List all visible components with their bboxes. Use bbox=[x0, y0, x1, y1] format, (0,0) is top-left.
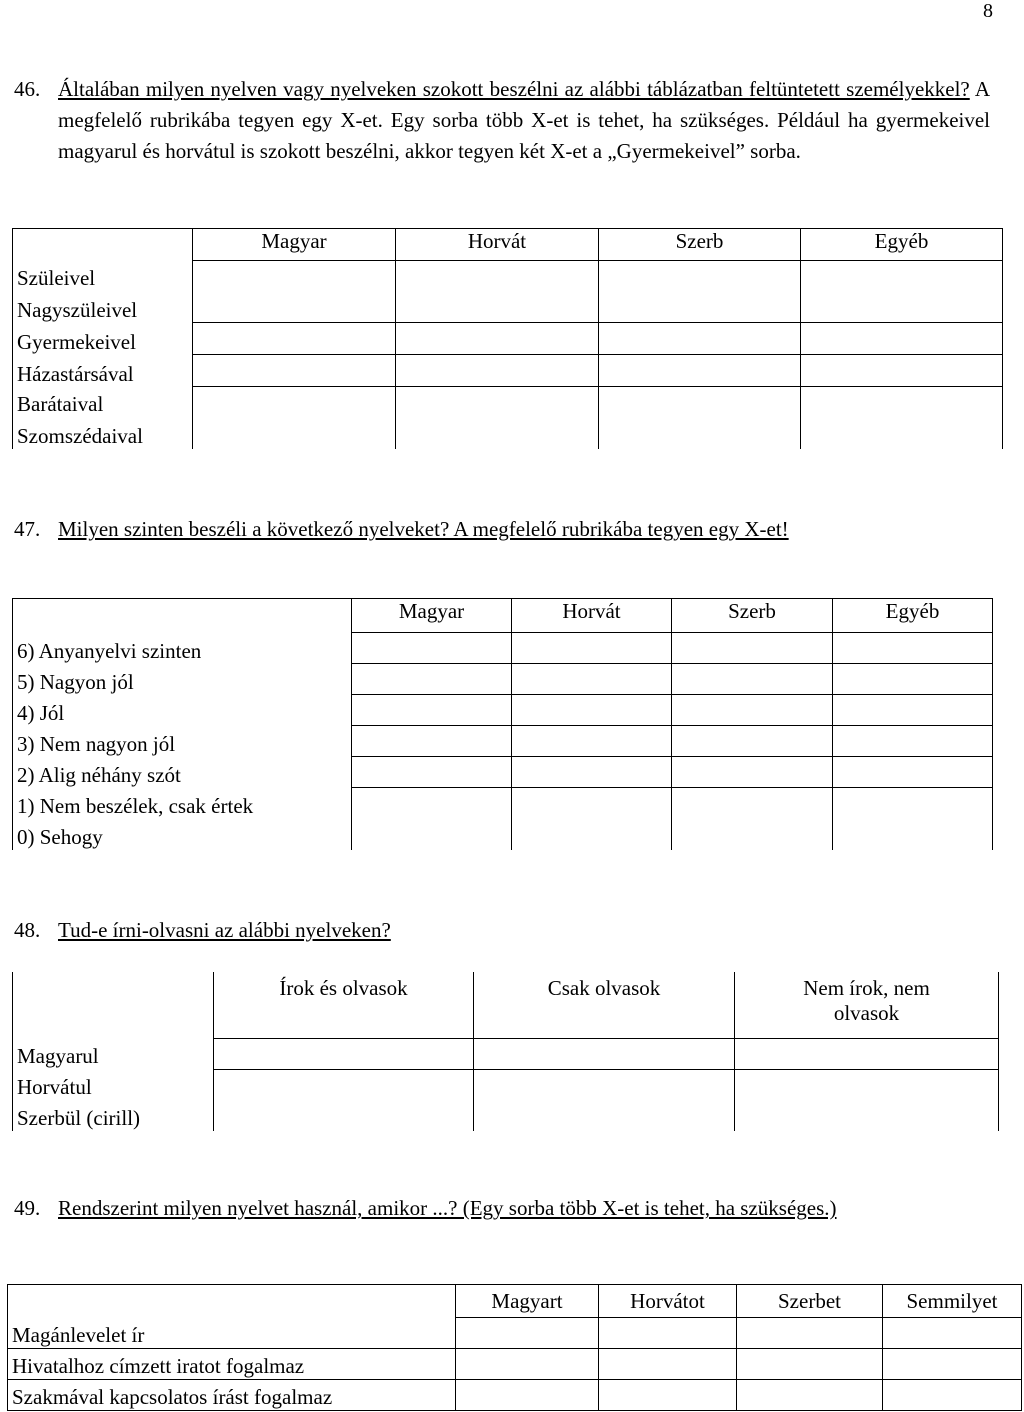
table-row bbox=[13, 695, 993, 726]
answer-cell[interactable] bbox=[833, 819, 993, 850]
answer-cell[interactable] bbox=[396, 387, 599, 417]
answer-cell[interactable] bbox=[352, 633, 512, 664]
question-46-text: A megfelelő rubrikába tegyen egy X-et. Egy sorba több X-et is tehet, ha szükséges. Például ha gyermekeivel magyarul és horvátul is szokott beszélni, akkor tegyen két X-et a „Gyermekeivel” sorba. bbox=[58, 77, 991, 163]
answer-cell[interactable] bbox=[672, 664, 833, 695]
answer-cell[interactable] bbox=[512, 819, 672, 850]
row-label: Szomszédaival bbox=[13, 417, 193, 449]
table-48 bbox=[12, 972, 999, 1131]
answer-cell[interactable] bbox=[193, 387, 396, 417]
table-row bbox=[13, 1069, 999, 1100]
answer-cell[interactable] bbox=[352, 726, 512, 757]
question-48 bbox=[14, 915, 990, 946]
table-row bbox=[8, 1349, 1022, 1380]
answer-cell[interactable] bbox=[456, 1380, 599, 1411]
question-47 bbox=[14, 514, 990, 545]
row-label: Gyermekeivel bbox=[13, 323, 193, 355]
answer-cell[interactable] bbox=[193, 323, 396, 355]
answer-cell[interactable] bbox=[352, 757, 512, 788]
answer-cell[interactable] bbox=[456, 1318, 599, 1349]
answer-cell[interactable] bbox=[599, 291, 801, 323]
table-46 bbox=[12, 228, 1003, 449]
answer-cell[interactable] bbox=[352, 664, 512, 695]
table-row bbox=[13, 757, 993, 788]
answer-cell[interactable] bbox=[599, 1380, 737, 1411]
answer-cell[interactable] bbox=[193, 291, 396, 323]
answer-cell[interactable] bbox=[352, 788, 512, 819]
answer-cell[interactable] bbox=[672, 695, 833, 726]
col-header: Semmilyet bbox=[883, 1285, 1022, 1318]
table-row bbox=[13, 355, 1003, 387]
table-row bbox=[13, 1100, 999, 1131]
answer-cell[interactable] bbox=[352, 819, 512, 850]
answer-cell[interactable] bbox=[512, 788, 672, 819]
table-row bbox=[13, 633, 993, 664]
col-header: Egyéb bbox=[801, 229, 1003, 261]
table-row bbox=[13, 291, 1003, 323]
question-49 bbox=[14, 1193, 990, 1224]
col-header: Szerbet bbox=[737, 1285, 883, 1318]
answer-cell[interactable] bbox=[193, 417, 396, 449]
answer-cell[interactable] bbox=[801, 355, 1003, 387]
answer-cell[interactable] bbox=[737, 1380, 883, 1411]
answer-cell[interactable] bbox=[833, 695, 993, 726]
answer-cell[interactable] bbox=[214, 1069, 474, 1100]
answer-cell[interactable] bbox=[193, 355, 396, 387]
table-46-header bbox=[13, 229, 1003, 261]
answer-cell[interactable] bbox=[396, 355, 599, 387]
answer-cell[interactable] bbox=[396, 417, 599, 449]
table-row bbox=[13, 261, 1003, 291]
col-header: Egyéb bbox=[833, 599, 993, 633]
answer-cell[interactable] bbox=[883, 1318, 1022, 1349]
question-46-number: 46. bbox=[14, 77, 41, 101]
answer-cell[interactable] bbox=[833, 788, 993, 819]
row-label: Horvátul bbox=[13, 1069, 214, 1100]
table-row bbox=[13, 387, 1003, 417]
table-row bbox=[13, 726, 993, 757]
row-label: Barátaival bbox=[13, 387, 193, 417]
row-label: 1) Nem beszélek, csak értek bbox=[13, 788, 352, 819]
col-header: Magyar bbox=[352, 599, 512, 633]
row-label: 5) Nagyon jól bbox=[13, 664, 352, 695]
table-row bbox=[13, 1038, 999, 1069]
answer-cell[interactable] bbox=[512, 757, 672, 788]
question-47-underlined: Milyen szinten beszéli a következő nyelveket? A megfelelő rubrikába tegyen egy X-et! bbox=[58, 517, 789, 541]
col-header: Horvát bbox=[396, 229, 599, 261]
answer-cell[interactable] bbox=[833, 726, 993, 757]
answer-cell[interactable] bbox=[396, 323, 599, 355]
col-header: Szerb bbox=[672, 599, 833, 633]
answer-cell[interactable] bbox=[512, 695, 672, 726]
table-47-corner bbox=[13, 599, 352, 633]
table-49 bbox=[7, 1284, 1022, 1411]
col-header: Csak olvasok bbox=[474, 972, 735, 1038]
row-label: 0) Sehogy bbox=[13, 819, 352, 850]
col-header: Írok és olvasok bbox=[214, 972, 474, 1038]
question-49-number: 49. bbox=[14, 1196, 41, 1220]
row-label: Nagyszüleivel bbox=[13, 291, 193, 323]
answer-cell[interactable] bbox=[737, 1318, 883, 1349]
answer-cell[interactable] bbox=[801, 417, 1003, 449]
answer-cell[interactable] bbox=[833, 633, 993, 664]
answer-cell[interactable] bbox=[193, 261, 396, 291]
answer-cell[interactable] bbox=[737, 1349, 883, 1380]
answer-cell[interactable] bbox=[599, 1349, 737, 1380]
answer-cell[interactable] bbox=[512, 726, 672, 757]
answer-cell[interactable] bbox=[474, 1038, 735, 1069]
table-46-corner bbox=[13, 229, 193, 261]
table-row bbox=[13, 323, 1003, 355]
table-47-header bbox=[13, 599, 993, 633]
answer-cell[interactable] bbox=[883, 1349, 1022, 1380]
answer-cell[interactable] bbox=[801, 291, 1003, 323]
answer-cell[interactable] bbox=[599, 355, 801, 387]
answer-cell[interactable] bbox=[735, 1038, 999, 1069]
col-header: Horvát bbox=[512, 599, 672, 633]
answer-cell[interactable] bbox=[672, 633, 833, 664]
answer-cell[interactable] bbox=[512, 633, 672, 664]
row-label: Magyarul bbox=[13, 1038, 214, 1069]
row-label: 6) Anyanyelvi szinten bbox=[13, 633, 352, 664]
row-label: Szakmával kapcsolatos írást fogalmaz bbox=[8, 1380, 456, 1411]
answer-cell[interactable] bbox=[735, 1100, 999, 1131]
answer-cell[interactable] bbox=[833, 664, 993, 695]
row-label: Házastársával bbox=[13, 355, 193, 387]
answer-cell[interactable] bbox=[801, 387, 1003, 417]
table-row bbox=[8, 1318, 1022, 1349]
answer-cell[interactable] bbox=[801, 323, 1003, 355]
answer-cell[interactable] bbox=[352, 695, 512, 726]
answer-cell[interactable] bbox=[599, 323, 801, 355]
row-label: 4) Jól bbox=[13, 695, 352, 726]
page-number: 8 bbox=[983, 0, 993, 22]
answer-cell[interactable] bbox=[512, 664, 672, 695]
row-label: Szüleivel bbox=[13, 261, 193, 291]
answer-cell[interactable] bbox=[214, 1038, 474, 1069]
answer-cell[interactable] bbox=[672, 819, 833, 850]
table-row bbox=[8, 1380, 1022, 1411]
table-row bbox=[13, 417, 1003, 449]
answer-cell[interactable] bbox=[214, 1100, 474, 1131]
answer-cell[interactable] bbox=[672, 788, 833, 819]
table-row bbox=[13, 819, 993, 850]
row-label: Hivatalhoz címzett iratot fogalmaz bbox=[8, 1349, 456, 1380]
answer-cell[interactable] bbox=[833, 757, 993, 788]
answer-cell[interactable] bbox=[599, 417, 801, 449]
answer-cell[interactable] bbox=[672, 757, 833, 788]
answer-cell[interactable] bbox=[456, 1349, 599, 1380]
table-49-header bbox=[8, 1285, 1022, 1318]
answer-cell[interactable] bbox=[474, 1100, 735, 1131]
question-46-underlined: Általában milyen nyelven vagy nyelveken szokott beszélni az alábbi táblázatban feltüntetett személyekkel? bbox=[58, 77, 970, 101]
answer-cell[interactable] bbox=[599, 387, 801, 417]
table-48-header bbox=[13, 972, 999, 1038]
question-47-number: 47. bbox=[14, 517, 41, 541]
answer-cell[interactable] bbox=[735, 1069, 999, 1100]
col-header: Magyar bbox=[193, 229, 396, 261]
answer-cell[interactable] bbox=[672, 726, 833, 757]
table-47 bbox=[12, 598, 993, 850]
answer-cell[interactable] bbox=[396, 291, 599, 323]
table-row bbox=[13, 788, 993, 819]
question-49-underlined: Rendszerint milyen nyelvet használ, amikor ...? (Egy sorba több X-et is tehet, ha szükséges.) bbox=[58, 1196, 837, 1220]
question-48-number: 48. bbox=[14, 918, 41, 942]
col-header: Magyart bbox=[456, 1285, 599, 1318]
table-row bbox=[13, 664, 993, 695]
answer-cell[interactable] bbox=[801, 261, 1003, 291]
answer-cell[interactable] bbox=[883, 1380, 1022, 1411]
answer-cell[interactable] bbox=[474, 1069, 735, 1100]
row-label: 3) Nem nagyon jól bbox=[13, 726, 352, 757]
question-48-underlined: Tud-e írni-olvasni az alábbi nyelveken? bbox=[58, 918, 391, 942]
col-header: Horvátot bbox=[599, 1285, 737, 1318]
col-header: Nem írok, nem olvasok bbox=[735, 972, 999, 1038]
answer-cell[interactable] bbox=[396, 261, 599, 291]
row-label: Szerbül (cirill) bbox=[13, 1100, 214, 1131]
answer-cell[interactable] bbox=[599, 1318, 737, 1349]
question-46 bbox=[14, 74, 990, 167]
col-header: Szerb bbox=[599, 229, 801, 261]
table-48-corner bbox=[13, 972, 214, 1038]
row-label: 2) Alig néhány szót bbox=[13, 757, 352, 788]
table-49-corner bbox=[8, 1285, 456, 1318]
row-label: Magánlevelet ír bbox=[8, 1318, 456, 1349]
answer-cell[interactable] bbox=[599, 261, 801, 291]
